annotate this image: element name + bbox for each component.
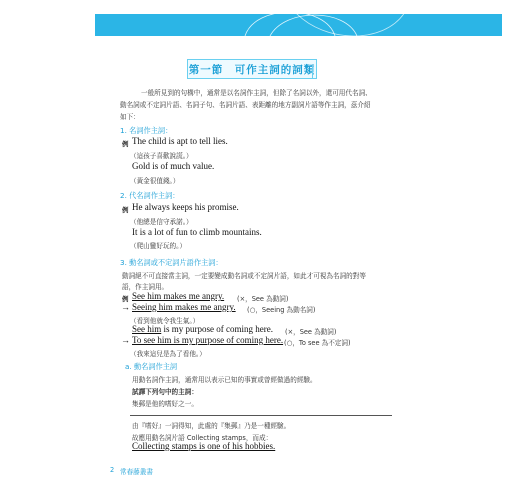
s3-example-3-rest: is my purpose of coming here. — [161, 324, 273, 334]
section-1-heading: 1. 名詞作主詞： — [120, 126, 173, 135]
intro-line-1: 一般所見到的句構中，通常是以名詞作主詞，但除了名詞以外，還可用代名詞、 — [141, 89, 372, 97]
banner-swirl-decoration — [95, 14, 502, 36]
s3-example-2-note: (○，Seeing 為動名詞) — [247, 306, 316, 314]
s3-example-1: See him makes me angry. — [132, 291, 225, 301]
s3-description-2: 語，作主詞用。 — [122, 283, 169, 291]
s1-example-2: Gold is of much value. — [132, 161, 215, 171]
s3-example-3-note: (×，See 為動詞) — [285, 328, 337, 336]
answer-divider — [130, 415, 392, 416]
s3-example-2: Seeing him makes me angry. — [132, 302, 236, 312]
footer-book-name: 常春藤叢書 — [120, 468, 153, 476]
exercise-prompt: 試譯下列句中的主詞： — [132, 388, 198, 396]
s2-example-2: It is a lot of fun to climb mountains. — [132, 227, 262, 237]
s3-translation-2: （看到他就令我生氣。） — [130, 317, 200, 325]
section-2-heading: 2. 代名詞作主詞： — [120, 191, 180, 200]
s2-example-1: He always keeps his promise. — [132, 202, 239, 212]
s2-translation-1: （他總是信守承諾。） — [130, 218, 193, 226]
explanation-line-1: 由『嗜好』一詞得知，此處的『集郵』乃是一種經驗。 — [132, 422, 291, 430]
example-mark-icon: 例 — [122, 140, 129, 148]
intro-line-2: 動名詞或不定詞片語、名詞子句、名詞片語、表距離的地方副詞片語等作主詞，茲介紹 — [120, 101, 371, 109]
example-mark-icon: 例 — [122, 206, 129, 214]
s3-example-3 — [132, 324, 273, 334]
exercise-sentence: 集郵是他的嗜好之一。 — [132, 400, 198, 408]
s3-translation-4: （我來這兒是為了看他。） — [130, 350, 206, 358]
s3-example-1-note: (×，See 為動詞) — [237, 295, 289, 303]
subsection-a-heading: a. 動名詞作主詞 — [125, 362, 178, 371]
subsection-a-description: 用動名詞作主詞，通常用以表示已知的事實或曾經做過的經驗。 — [132, 376, 317, 384]
explanation-line-2: 故應用動名詞片語 Collecting stamps，而成： — [132, 434, 273, 442]
s2-translation-2: （爬山蠻好玩的。） — [130, 242, 187, 250]
s3-description-1: 動詞絕不可直接當主詞，一定要變成動名詞或不定詞片語，如此才可視為名詞的對等 — [122, 272, 366, 280]
footer-page-number: 2 — [110, 466, 115, 474]
intro-line-3: 如下： — [120, 113, 140, 121]
section-title: 第一節 可作主詞的詞類 — [187, 59, 317, 79]
s3-example-3-subject: See him — [132, 324, 162, 334]
arrow-icon: → — [121, 302, 130, 312]
s3-example-4-note: (○，To see 為不定詞) — [284, 339, 351, 347]
s1-translation-2: （黃金很值錢。） — [130, 177, 180, 185]
s1-translation-1: （這孩子喜歡說謊。） — [130, 152, 193, 160]
header-banner — [95, 14, 502, 36]
s1-example-1: The child is apt to tell lies. — [132, 136, 228, 146]
s3-example-4: To see him is my purpose of coming here. — [132, 335, 284, 345]
section-3-heading: 3. 動名詞或不定詞片語作主詞： — [120, 258, 223, 267]
title-marker-decoration — [312, 66, 317, 78]
answer-sentence: Collecting stamps is one of his hobbies. — [132, 441, 276, 451]
example-mark-icon: 例 — [122, 295, 129, 303]
arrow-icon: → — [121, 335, 130, 345]
